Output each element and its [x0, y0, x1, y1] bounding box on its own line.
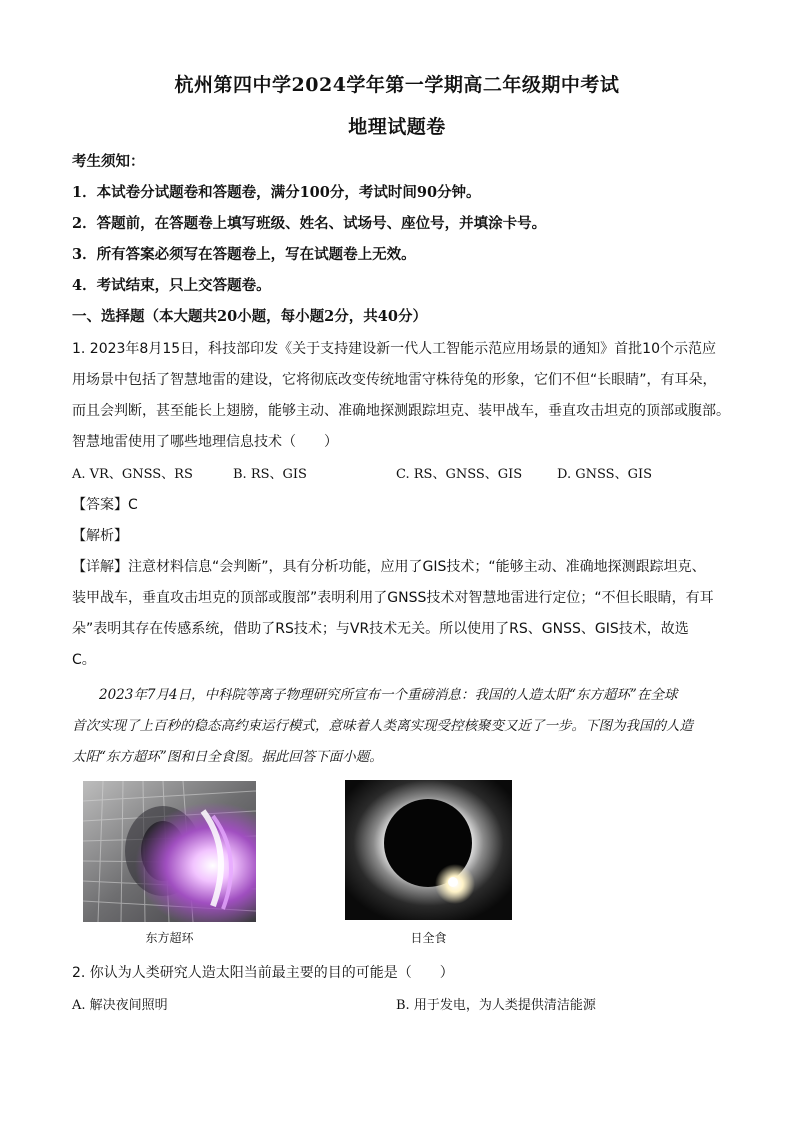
exam-title: 杭州第四中学2024学年第一学期高二年级期中考试: [174, 74, 620, 96]
option-c: C. RS、GNSS、GIS: [396, 467, 523, 482]
material-line: 2023年7月4日，中科院等离子物理研究所宣布一个重磅消息：我国的人造太阳“东方超环”在全球: [72, 687, 678, 703]
exam-subtitle: 地理试题卷: [348, 116, 446, 138]
detail-line: C。: [72, 652, 96, 668]
material-line: 太阳“东方超环”图和日全食图。据此回答下面小题。: [72, 749, 383, 765]
question-1-line: 而且会判断，甚至能长上翅膀，能够主动、准确地探测跟踪坦克、装甲战车，垂直攻击坦克的顶部或腹部。: [72, 403, 730, 419]
detail-line: 【详解】注意材料信息“会判断”，具有分析功能，应用了GIS技术；“能够主动、准确地探测跟踪坦克、: [72, 559, 706, 575]
question-1-line: 1. 2023年8月15日，科技部印发《关于支持建设新一代人工智能示范应用场景的通知》首批10个示范应: [72, 341, 716, 357]
eclipse-caption: 日全食: [410, 931, 447, 945]
notice-item: 1．本试卷分试题卷和答题卷，满分100分，考试时间90分钟。: [72, 184, 481, 201]
tokamak-image: [83, 781, 256, 922]
notice-item: 4．考试结束，只上交答题卷。: [72, 277, 271, 294]
detail-line: 装甲战车，垂直攻击坦克的顶部或腹部”表明利用了GNSS技术对智慧地雷进行定位；“不但长眼睛，有耳: [72, 590, 714, 606]
section-heading: 一、选择题（本大题共20小题，每小题2分，共40分）: [72, 308, 427, 325]
answer-label: 【答案】C: [72, 497, 138, 513]
q2-option-a: A. 解决夜间照明: [72, 998, 168, 1013]
option-b: B. RS、GIS: [233, 467, 307, 482]
eclipse-image: [345, 780, 512, 920]
analysis-label: 【解析】: [72, 528, 128, 544]
question-2-stem: 2. 你认为人类研究人造太阳当前最主要的目的可能是（ ）: [72, 965, 454, 981]
eclipse-photo-icon: [345, 780, 512, 920]
tokamak-photo-icon: [83, 781, 256, 922]
question-1-line: 用场景中包括了智慧地雷的建设，它将彻底改变传统地雷守株待兔的形象，它们不但“长眼睛”，有耳朵，: [72, 372, 717, 388]
notice-item: 2．答题前，在答题卷上填写班级、姓名、试场号、座位号，并填涂卡号。: [72, 215, 547, 232]
question-1-line: 智慧地雷使用了哪些地理信息技术（ ）: [72, 434, 338, 450]
tokamak-caption: 东方超环: [145, 931, 194, 945]
notice-item: 3．所有答案必须写在答题卷上，写在试题卷上无效。: [72, 246, 416, 263]
option-a: A. VR、GNSS、RS: [72, 467, 193, 482]
detail-line: 朵”表明其存在传感系统，借助了RS技术；与VR技术无关。所以使用了RS、GNSS、GIS技术，故选: [72, 621, 689, 637]
notice-heading: 考生须知：: [72, 153, 145, 170]
q2-option-b: B. 用于发电，为人类提供清洁能源: [396, 998, 596, 1013]
material-line: 首次实现了上百秒的稳态高约束运行模式，意味着人类离实现受控核聚变又近了一步。下图为我国的人造: [72, 718, 693, 734]
option-d: D. GNSS、GIS: [557, 467, 652, 482]
